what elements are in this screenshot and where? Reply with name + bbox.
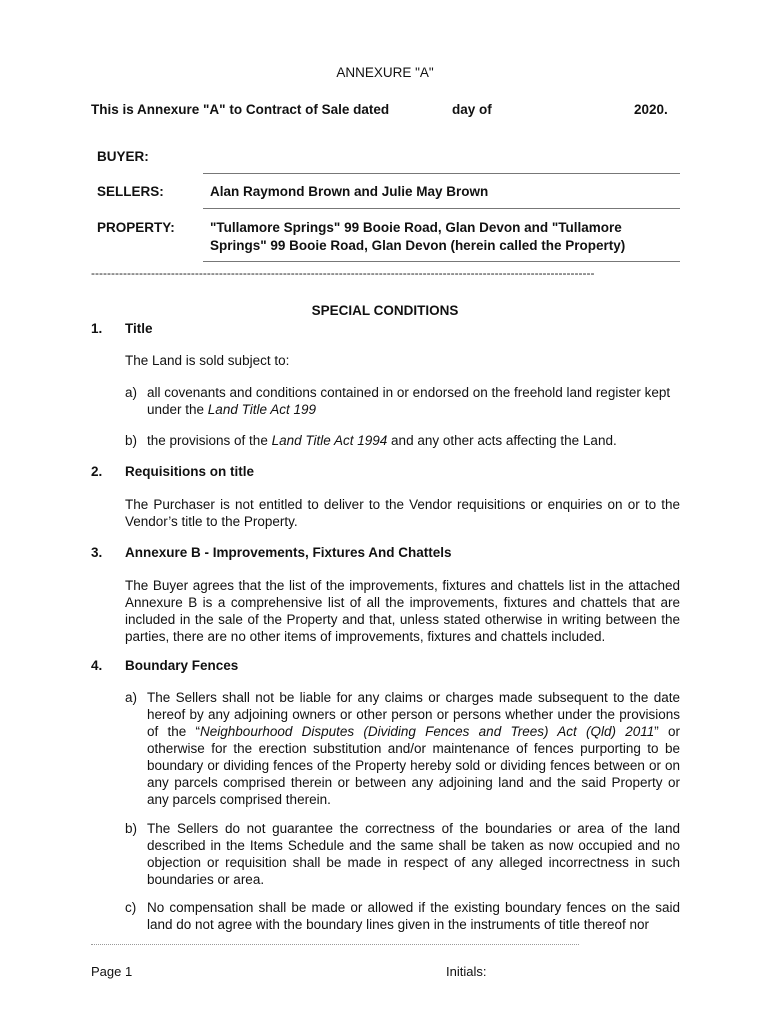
property-line-2: Springs" 99 Booie Road, Glan Devon (herein called the Property)	[210, 238, 626, 253]
property-underline	[203, 261, 680, 262]
clause-4-item-a-act: Neighbourhood Disputes (Dividing Fences and Trees) Act (Qld) 2011	[200, 724, 655, 739]
special-conditions-title: SPECIAL CONDITIONS	[311, 303, 459, 318]
clause-4-item-b	[125, 820, 680, 890]
property-label: PROPERTY:	[97, 220, 175, 235]
contract-line-day: day of	[452, 102, 492, 117]
clause-4-item-c-text: No compensation shall be made or allowed if the existing boundary fences on the said land do not agree with the boundary lines given in the instruments of title thereof nor	[147, 900, 680, 932]
clause-4-item-a-marker: a)	[125, 690, 138, 705]
sellers-label: SELLERS:	[97, 184, 164, 199]
clause-1-item-b-text-after: and any other acts affecting the Land.	[387, 433, 617, 448]
sellers-value: Alan Raymond Brown and Julie May Brown	[210, 184, 489, 199]
clause-3-number: 3.	[91, 545, 103, 560]
clause-1-item-b	[125, 432, 680, 449]
clause-4-item-a	[125, 689, 680, 809]
clause-1-number: 1.	[91, 321, 103, 336]
clause-1-item-b-marker: b)	[125, 433, 138, 448]
contract-line-year: 2020.	[634, 102, 668, 117]
annexure-title: ANNEXURE "A"	[336, 65, 434, 80]
clause-3-body: The Buyer agrees that the list of the improvements, fixtures and chattels list in the attached Annexure B is a comprehensive list of all the improvements, fixtures and chattels that are included in the sale of the Property and that, unless stated otherwise in writing between the parties, there are no other items of improvements, fixtures and chattels included.	[125, 578, 680, 644]
clause-2-body: The Purchaser is not entitled to deliver to the Vendor requisitions or enquiries on or to the Vendor’s title to the Property.	[125, 497, 680, 529]
clause-4-number: 4.	[91, 658, 103, 673]
clause-4-item-c	[125, 899, 680, 935]
property-line-1: "Tullamore Springs" 99 Booie Road, Glan Devon and "Tullamore	[210, 220, 622, 235]
clause-4-item-b-text: The Sellers do not guarantee the correctness of the boundaries or area of the land described in the Items Schedule and the same shall be taken as now occupied and no objection or requisition shall be made in respect of any alleged incorrectness in such boundaries or area.	[147, 821, 680, 887]
clause-4-item-a-text: The Sellers shall not be liable for any claims or charges made subsequent to the date hereof by any adjoining owners or other person or persons whether under the provisions of the “	[147, 690, 680, 739]
buyer-label: BUYER:	[97, 149, 149, 164]
clause-1-item-a-marker: a)	[125, 385, 138, 400]
sellers-underline	[203, 208, 680, 209]
clause-1-item-a	[125, 384, 680, 418]
clause-4-item-b-marker: b)	[125, 821, 138, 836]
clause-2-heading: Requisitions on title	[125, 464, 255, 479]
clause-4-item-a-text-after: ” or otherwise for the erection substitution and/or maintenance of fences purporting to be boundary or dividing fences of the Property hereby sold or dividing fences between or on any parcels comprised therein or between any adjoining land and the said Property or any parcels comprised therein.	[147, 724, 681, 807]
contract-line-start: This is Annexure "A" to Contract of Sale dated	[91, 102, 390, 117]
initials-label: Initials:	[446, 964, 487, 979]
clause-1-heading: Title	[125, 321, 153, 336]
dashed-divider: ------------------------------------------------------------------------------------------------------------------------------	[91, 267, 595, 279]
clause-1-intro: The Land is sold subject to:	[125, 353, 290, 368]
clause-4-heading: Boundary Fences	[125, 658, 239, 673]
clause-4-item-c-marker: c)	[125, 900, 137, 915]
clause-1-item-a-act: Land Title Act 199	[207, 402, 316, 417]
clause-1-item-b-act: Land Title Act 1994	[271, 433, 388, 448]
buyer-underline	[203, 173, 680, 174]
clause-1-item-b-text: the provisions of the	[147, 433, 272, 448]
footer-rule	[91, 944, 579, 945]
clause-3-heading: Annexure B - Improvements, Fixtures And Chattels	[125, 545, 452, 560]
page-number: Page 1	[91, 964, 133, 979]
clause-2-number: 2.	[91, 464, 103, 479]
clause-1-item-a-text: all covenants and conditions contained in or endorsed on the freehold land register kept under the	[147, 385, 671, 417]
